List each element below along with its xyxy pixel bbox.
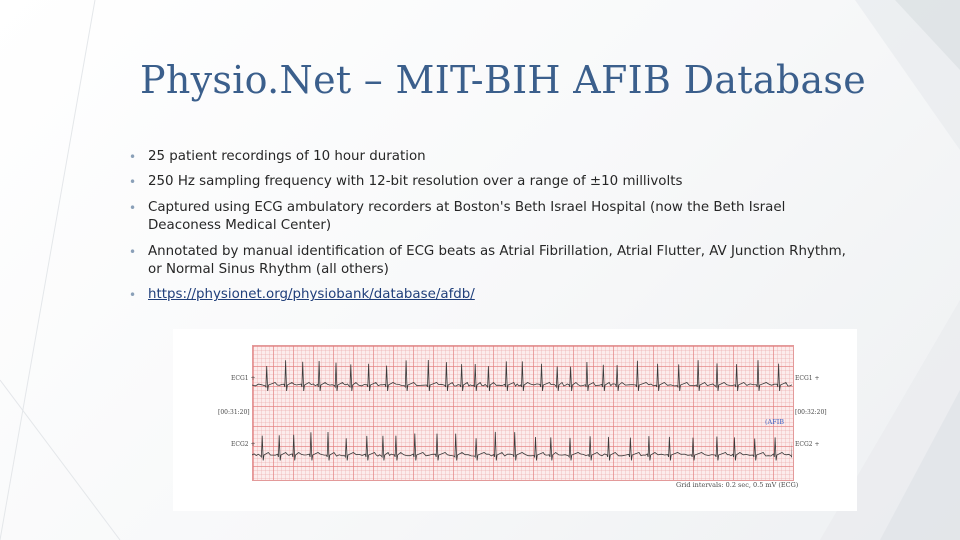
grid-intervals-note: Grid intervals: 0.2 sec, 0.5 mV (ECG) <box>676 481 799 489</box>
time-start-label: [00:31:20] <box>218 409 250 416</box>
lead-label-bottom-right: ECG2 + <box>795 441 820 448</box>
bullet-dot-icon: • <box>129 288 137 303</box>
bullet-item <box>128 199 858 236</box>
slide-title: Physio.Net – MIT-BIH AFIB Database <box>139 58 866 102</box>
ecg-figure <box>173 329 857 511</box>
bullet-item <box>128 173 858 191</box>
bullet-dot-icon: • <box>129 244 137 259</box>
lead-label-top-left: ECG1 + <box>231 375 256 382</box>
time-end-label: [00:32:20] <box>795 409 827 416</box>
bullet-item <box>128 243 858 280</box>
bullet-text: 250 Hz sampling frequency with 12-bit resolution over a range of ±10 millivolts <box>148 174 683 190</box>
bullet-dot-icon: • <box>129 175 137 190</box>
database-link[interactable]: https://physionet.org/physiobank/database/afdb/ <box>148 287 475 303</box>
bullet-dot-icon: • <box>129 200 137 215</box>
ecg-trace-2 <box>252 432 792 461</box>
bullet-text: Annotated by manual identification of ECG beats as Atrial Fibrillation, Atrial Flutter, AV Junction Rhythm, or Normal Sinus Rhythm (all others) <box>148 243 846 278</box>
bullet-text: 25 patient recordings of 10 hour duration <box>148 149 426 164</box>
bullet-dot-icon: • <box>129 150 137 164</box>
ecg-trace-1 <box>252 360 792 391</box>
lead-label-bottom-left: ECG2 + <box>231 441 256 448</box>
bullet-text: Captured using ECG ambulatory recorders at Boston's Beth Israel Hospital (now the Beth Israel Deaconess Medical Center) <box>148 199 786 234</box>
bullet-list <box>128 148 858 312</box>
bullet-item <box>128 148 858 166</box>
lead-label-top-right: ECG1 + <box>795 375 820 382</box>
bullet-item <box>128 286 858 304</box>
afib-rhythm-label: (AFIB <box>765 418 785 426</box>
ecg-traces <box>252 345 792 479</box>
